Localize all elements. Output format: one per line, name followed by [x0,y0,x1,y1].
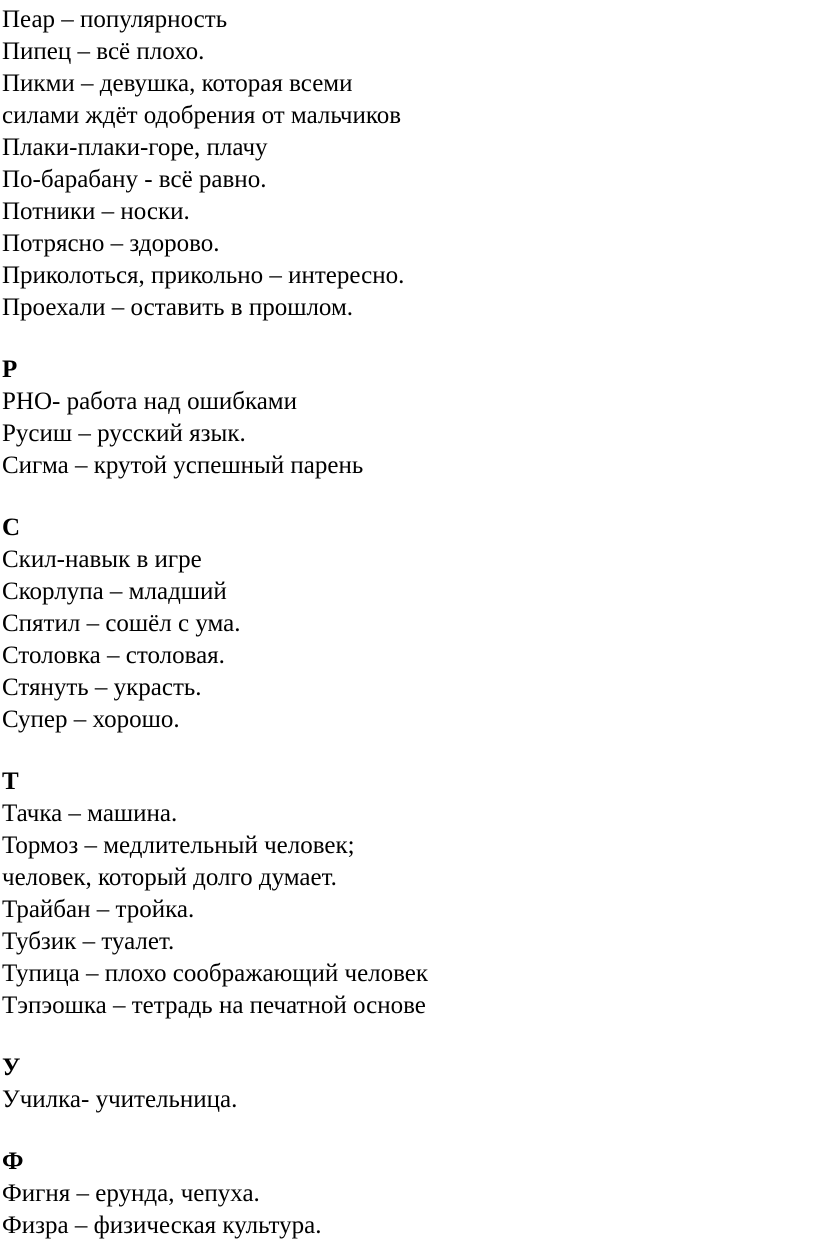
section-letter-heading: Т [2,768,19,795]
entry-line: РНО- работа над ошибками [2,388,298,415]
entry-line: Потники – носки. [2,198,190,225]
entry-line: Тэпэошка – тетрадь на печатной основе [2,992,426,1019]
entry-line: Столовка – столовая. [2,642,225,669]
entry-line: Физра – физическая культура. [2,1212,322,1239]
entry-line: человек, который долго думает. [2,864,337,891]
entry-line: Стянуть – украсть. [2,674,202,701]
entry-line: Трайбан – тройка. [2,896,195,923]
entry-line: Тачка – машина. [2,800,178,827]
entry-line: Потрясно – здорово. [2,230,220,257]
entry-line: Тубзик – туалет. [2,928,175,955]
entry-line: Проехали – оставить в прошлом. [2,294,354,321]
entry-line: Супер – хорошо. [2,706,180,733]
glossary-block-r [2,354,812,482]
entry-line: Сигма – крутой успешный парень [2,452,364,479]
section-letter-heading: С [2,514,21,541]
glossary-block-t [2,766,812,1022]
entry-line: Училка- учительница. [2,1086,238,1113]
entry-line: Пипец – всё плохо. [2,38,205,65]
entry-line: По-барабану - всё равно. [2,166,267,193]
entry-line: Пикми – девушка, которая всеми [2,70,353,97]
section-letter-heading: Ф [2,1148,24,1175]
entry-line: Тормоз – медлительный человек; [2,832,355,859]
section-letter-heading: У [2,1054,21,1081]
entry-line: Пеар – популярность [2,6,228,33]
entry-line: Спятил – сошёл с ума. [2,610,241,637]
entry-line: силами ждёт одобрения от мальчиков [2,102,401,129]
entry-line: Русиш – русский язык. [2,420,246,447]
section-gap [2,324,812,354]
section-letter-heading: Р [2,356,18,383]
entry-line: Фигня – ерунда, чепуха. [2,1180,260,1207]
document-page [2,4,812,1242]
entry-line: Скил-навык в игре [2,546,202,573]
entry-line: Тупица – плохо соображающий человек [2,960,429,987]
entry-line: Плаки-плаки-горе, плачу [2,134,268,161]
section-gap [2,482,812,512]
entry-line: Приколоться, прикольно – интересно. [2,262,405,289]
glossary-block-s [2,512,812,736]
entry-line: Скорлупа – младший [2,578,227,605]
section-gap [2,1116,812,1146]
glossary-block-f [2,1146,812,1242]
section-gap [2,736,812,766]
glossary-block-p-continued [2,4,812,324]
section-gap [2,1022,812,1052]
glossary-block-u [2,1052,812,1116]
